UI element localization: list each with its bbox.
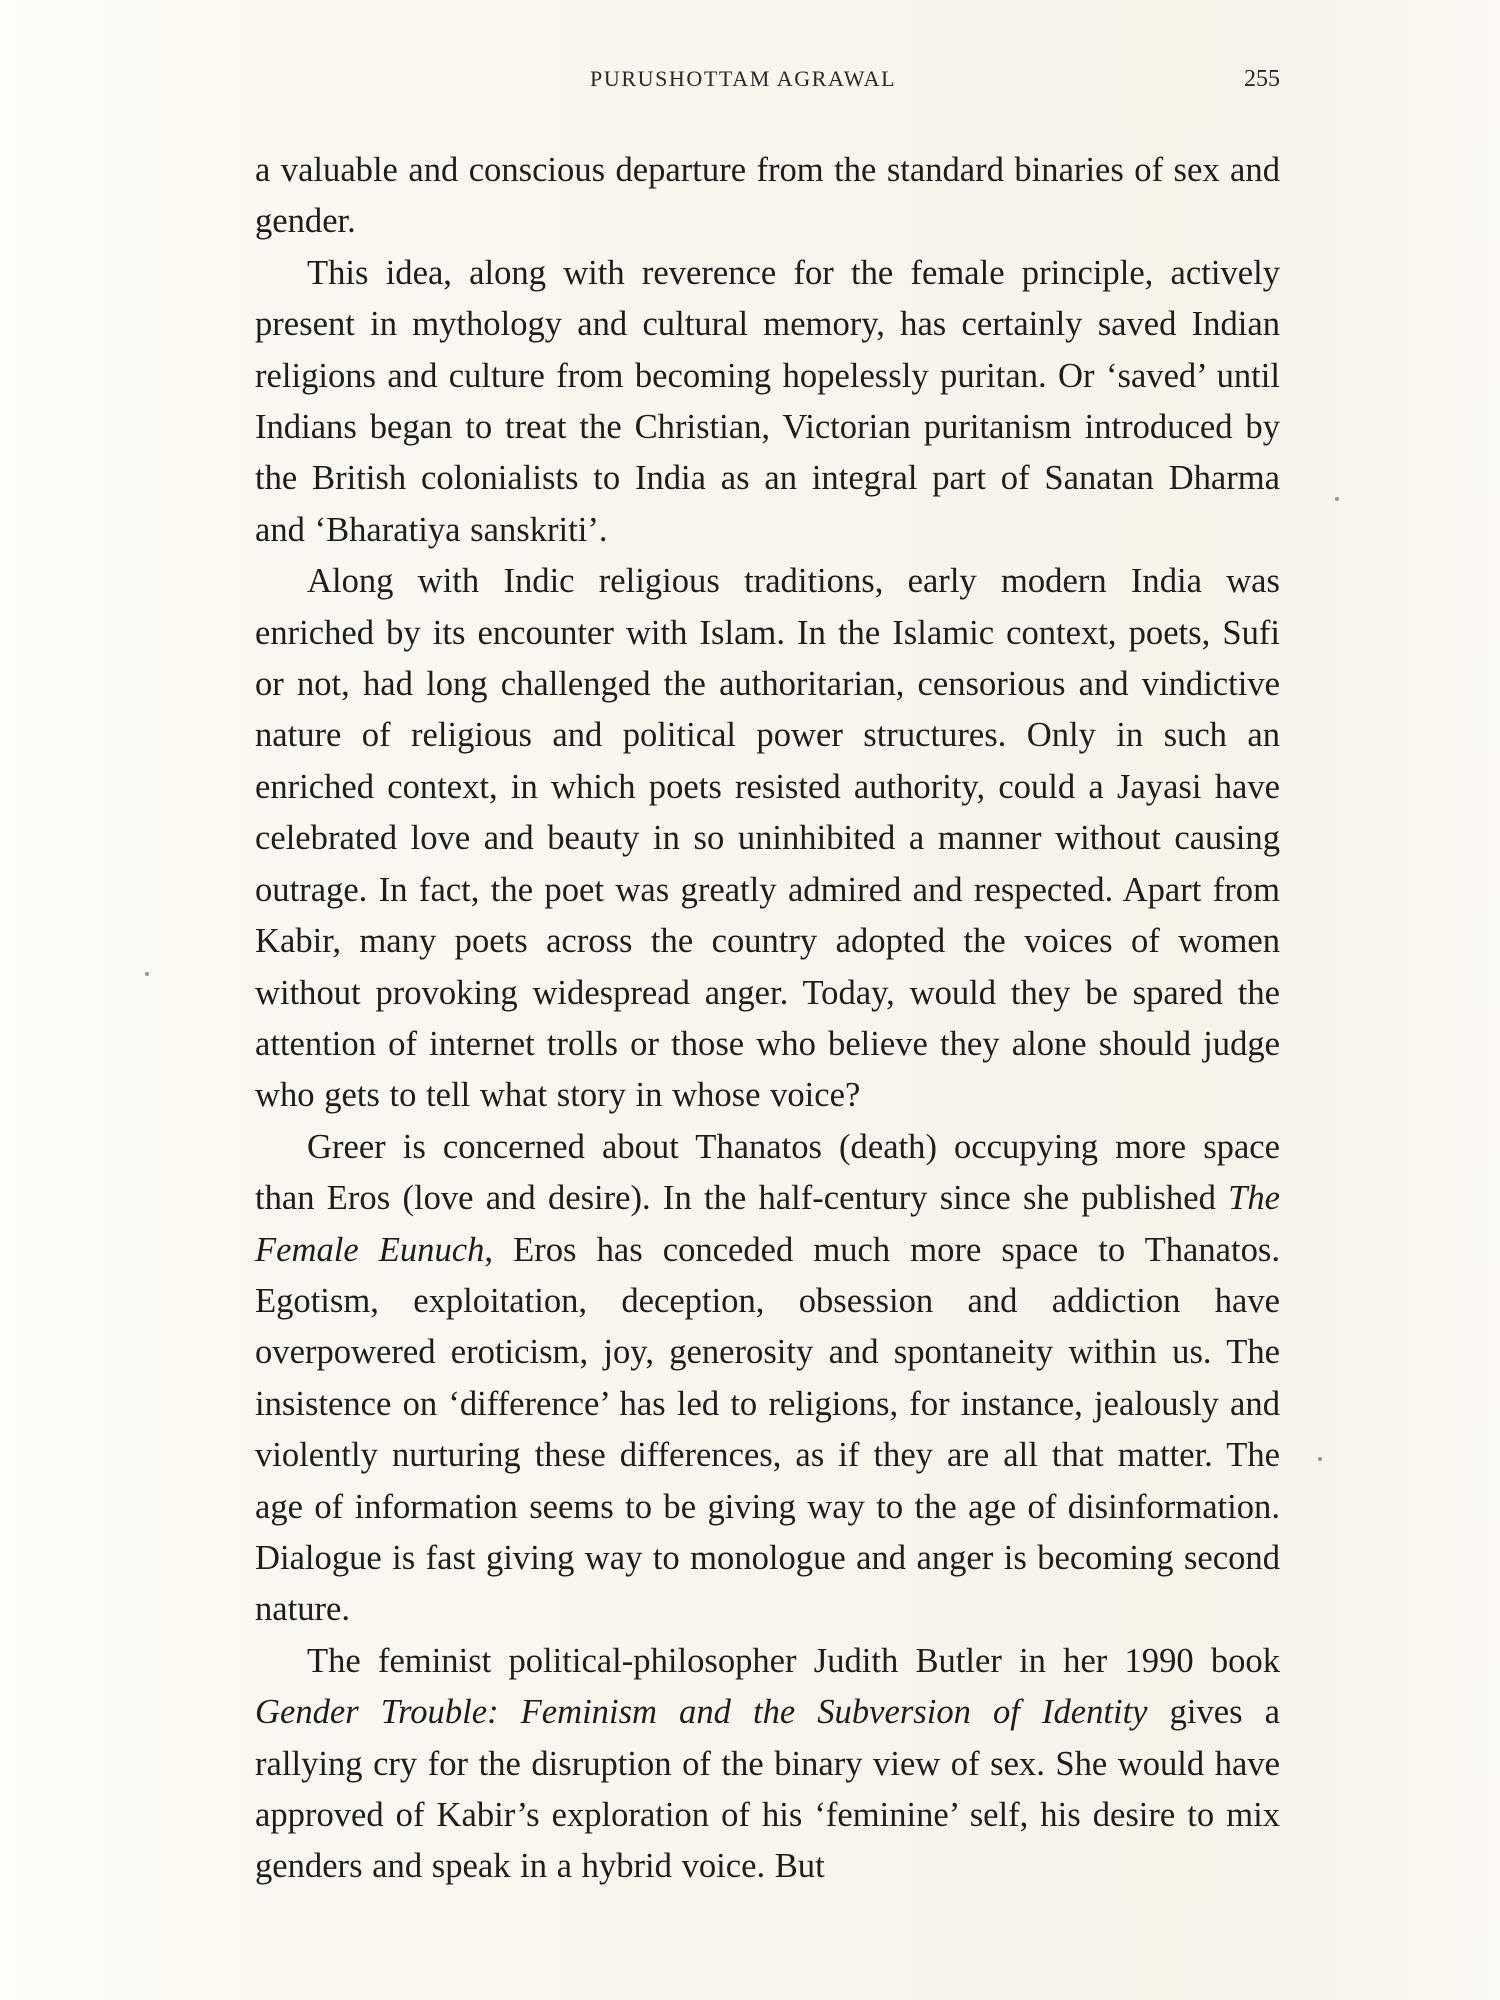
paragraph-1: a valuable and conscious departure from the standard binaries of sex and gender. bbox=[255, 151, 1280, 241]
paragraph-4 bbox=[255, 1122, 1280, 1636]
scan-speck bbox=[1335, 497, 1339, 501]
scan-speck bbox=[1318, 1457, 1322, 1461]
book-title-female-eunuch: The Female Eunuch bbox=[255, 1179, 1280, 1269]
page-header bbox=[255, 66, 1280, 106]
paragraph-2: This idea, along with reverence for the female principle, actively present in mythology and cultural memory, has certainly saved Indian religions and culture from becoming hopelessly puritan. Or ‘saved’ until Indians began to treat the Christian, Victorian puritanism introduced by the British colonialists to India as an integral part of Sanatan Dharma and ‘Bharatiya sanskriti’. bbox=[255, 253, 1280, 549]
page-number: 255 bbox=[1244, 66, 1280, 92]
paragraph-5 bbox=[255, 1636, 1280, 1893]
paragraph-3: Along with Indic religious traditions, early modern India was enriched by its encounter with Islam. In the Islamic context, poets, Sufi or not, had long challenged the authoritarian, censorious and vindictive nature of religious and political power structures. Only in such an enriched context, in which poets resisted authority, could a Jayasi have celebrated love and beauty in so uninhibited a manner without causing outrage. In fact, the poet was greatly admired and respected. Apart from Kabir, many poets across the country adopted the voices of women without provoking widespread anger. Today, would they be spared the attention of internet trolls or those who believe they alone should judge who gets to tell what story in whose voice? bbox=[255, 562, 1280, 1115]
running-head: PURUSHOTTAM AGRAWAL bbox=[590, 66, 897, 91]
paragraph-4-text-before: Greer is concerned about Thanatos (death) occupying more space than Eros (love and desire). In the half-century since she published bbox=[255, 1127, 1280, 1218]
scan-speck bbox=[145, 972, 149, 976]
paragraph-5-text-before: The feminist political-philosopher Judith Butler in her 1990 book bbox=[307, 1641, 1280, 1680]
body-text bbox=[255, 145, 1280, 1893]
paragraph-5-text-after: gives a rallying cry for the disruption of the binary view of sex. She would have approved of Kabir’s exploration of his ‘feminine’ self, his desire to mix genders and speak in a hybrid voice. But bbox=[255, 1693, 1280, 1886]
paragraph-4-text-after: , Eros has conceded much more space to Thanatos. Egotism, exploitation, deception, obsession and addiction have overpowered eroticism, joy, generosity and spontaneity within us. The insistence on ‘difference’ has led to religions, for instance, jealously and violently nurturing these differences, as if they are all that matter. The age of information seems to be giving way to the age of disinformation. Dialogue is fast giving way to monologue and anger is becoming second nature. bbox=[255, 1230, 1280, 1629]
book-title-gender-trouble: Gender Trouble: Feminism and the Subversion of Identity bbox=[255, 1693, 1148, 1732]
